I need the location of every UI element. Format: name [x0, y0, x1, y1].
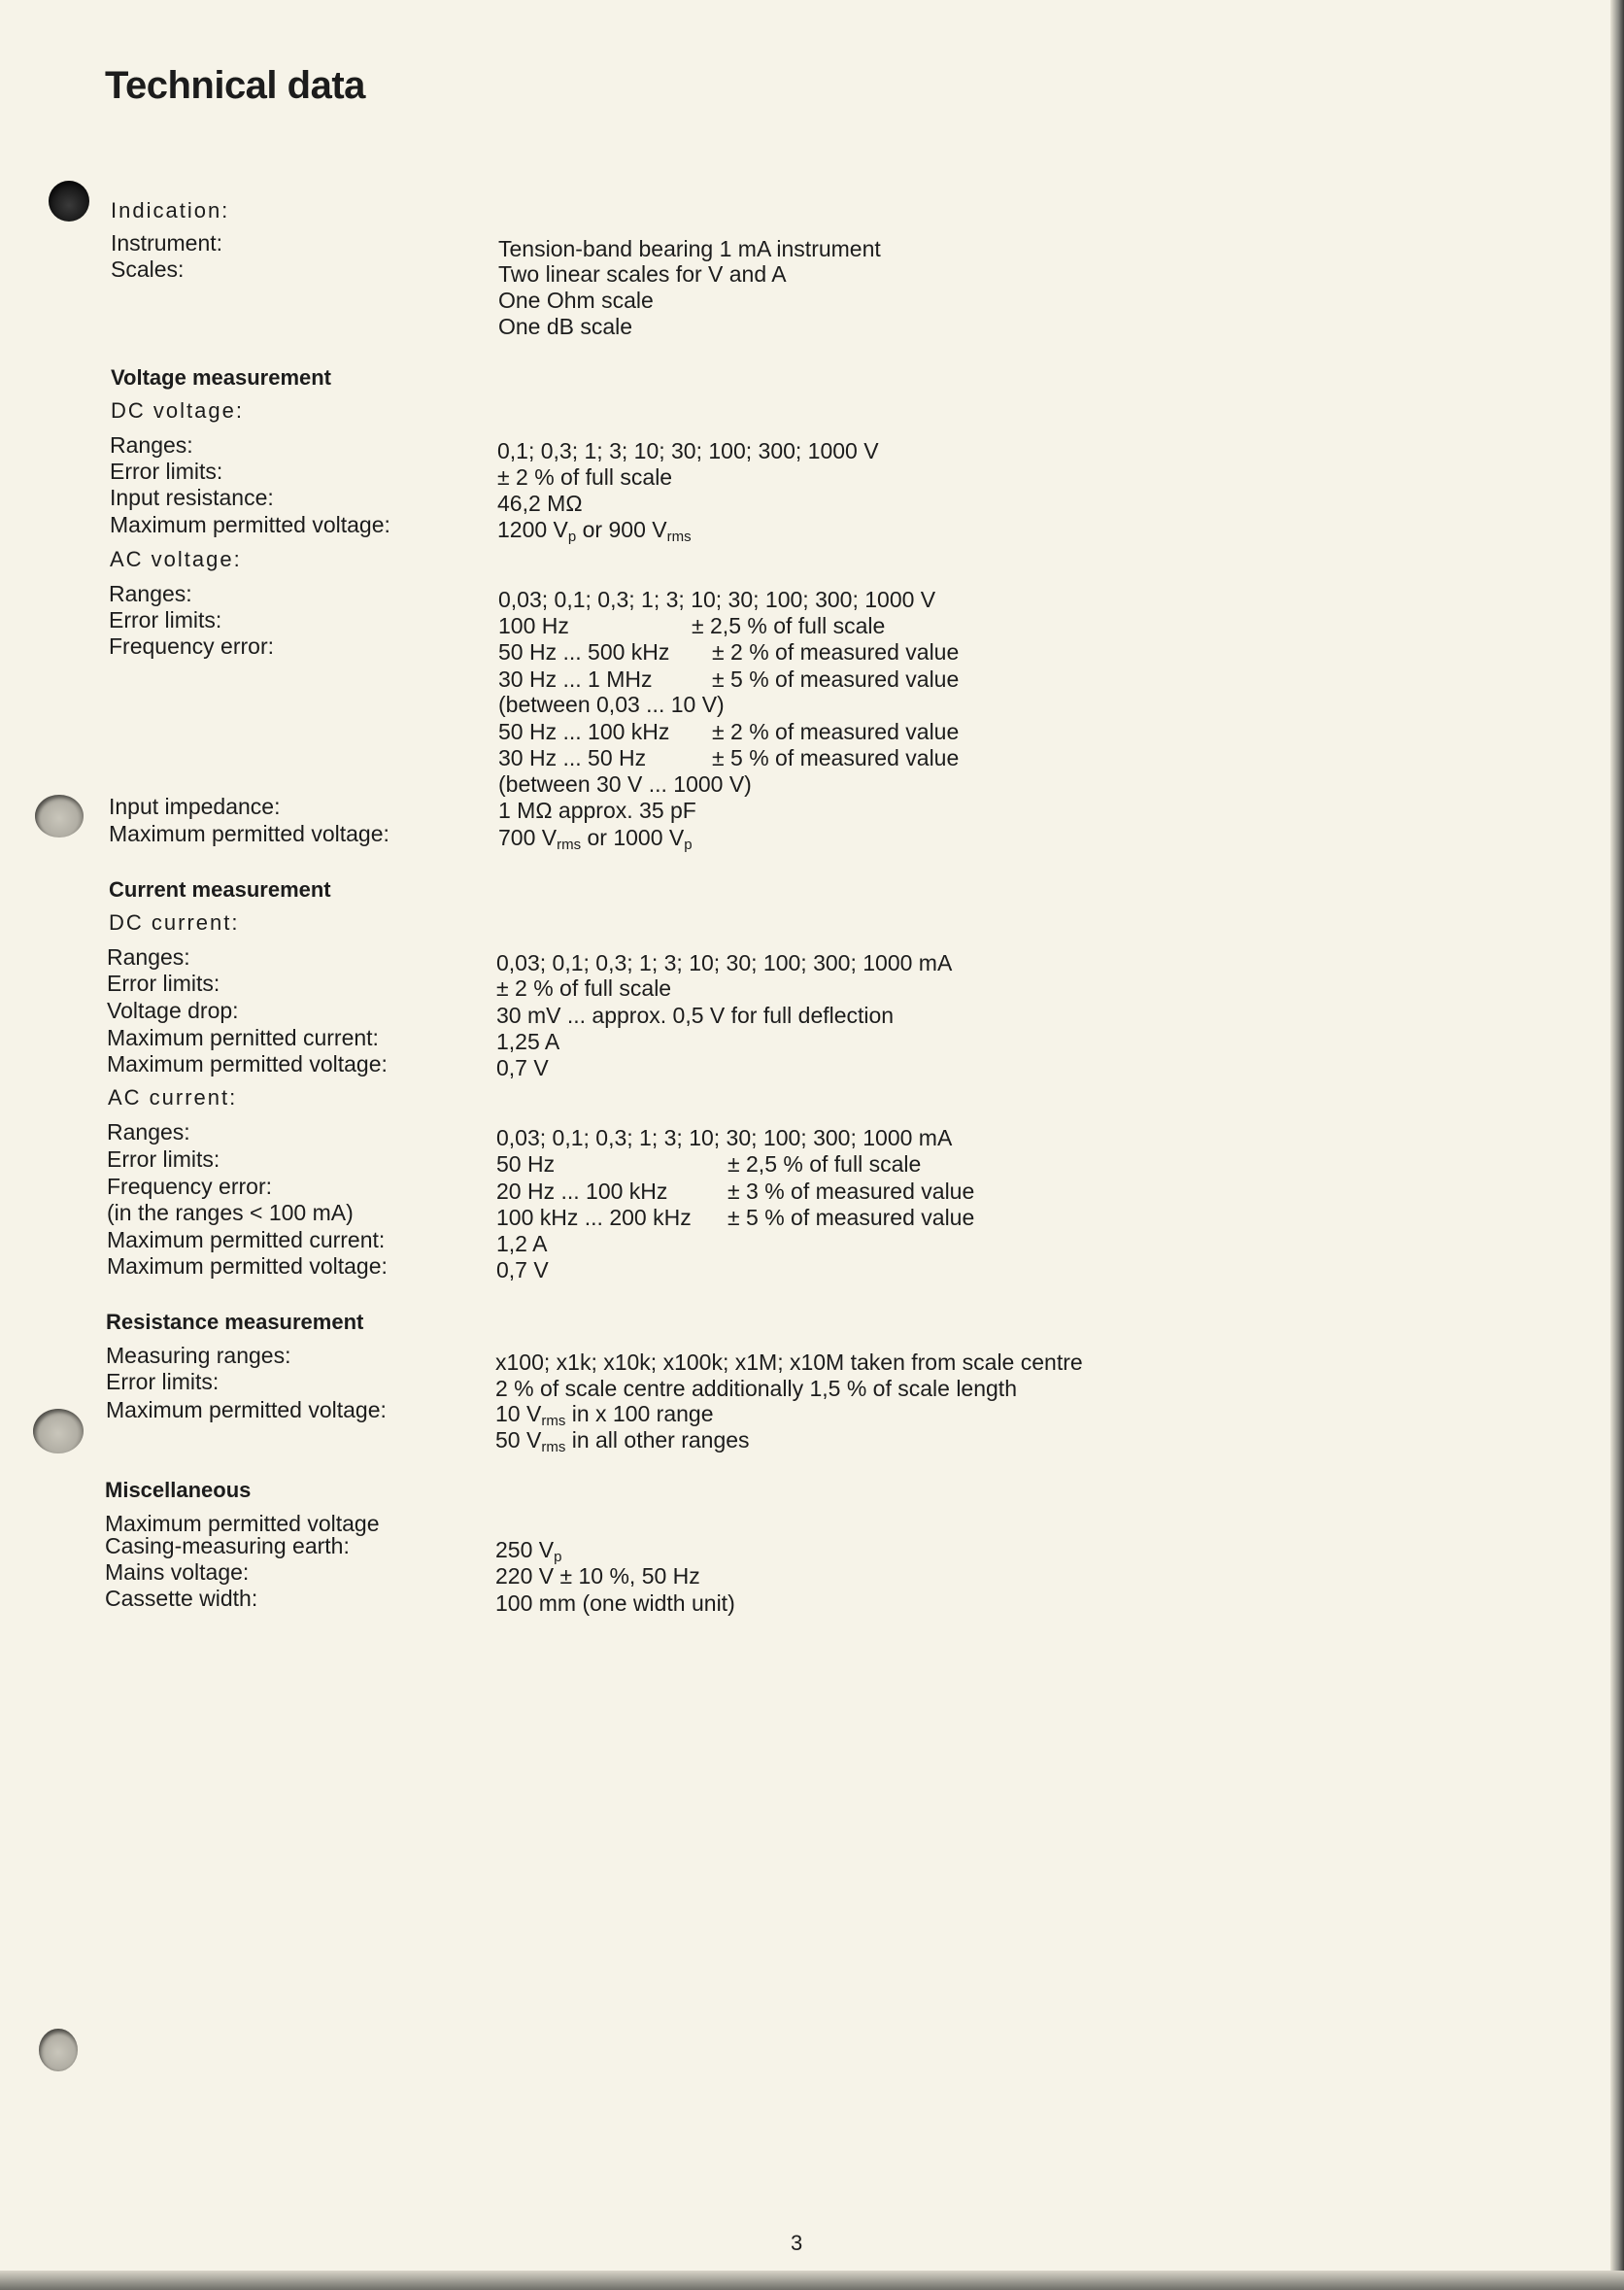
ac-voltage-ranges-value: 0,03; 0,1; 0,3; 1; 3; 10; 30; 100; 300; 1000 V: [498, 587, 936, 612]
ac-current-freq-note: (in the ranges < 100 mA): [107, 1200, 354, 1225]
ac-current-max-cur-label: Maximum permitted current:: [107, 1227, 386, 1252]
page-edge-right: [1610, 0, 1624, 2290]
ac-current-max-volt-value: 0,7 V: [496, 1257, 549, 1282]
ac-voltage-freq-row-1-freq: 50 Hz ... 500 kHz: [498, 639, 670, 665]
dc-voltage-max-value: 1200 $V_p$ or 900 $V_{rms}$: [497, 517, 692, 545]
ac-voltage-heading: AC voltage:: [110, 547, 242, 571]
ac-voltage-ranges-label: Ranges:: [109, 581, 192, 606]
scales-value-2: One Ohm scale: [498, 288, 654, 313]
page-edge-bottom: [0, 2271, 1624, 2290]
dc-current-drop-label: Voltage drop:: [107, 998, 239, 1023]
ac-voltage-between-2: (between 30 V ... 1000 V): [498, 771, 752, 797]
dc-current-ranges-label: Ranges:: [107, 944, 190, 970]
resistance-max-value-2: 50 $V_{rms}$ in all other ranges: [495, 1427, 750, 1455]
dc-voltage-input-res-label: Input resistance:: [110, 485, 274, 510]
misc-mains-label: Mains voltage:: [105, 1559, 250, 1585]
dc-voltage-ranges-label: Ranges:: [110, 432, 193, 458]
ac-current-ranges-label: Ranges:: [107, 1119, 190, 1145]
dc-voltage-heading: DC voltage:: [111, 398, 244, 423]
misc-casing-value: 250 $V_p$: [495, 1537, 562, 1565]
ac-voltage-between-1: (between 0,03 ... 10 V): [498, 692, 725, 717]
misc-mains-value: 220 V ± 10 %, 50 Hz: [495, 1563, 700, 1589]
ac-voltage-freq-row-2-value: ± 5 % of measured value: [712, 666, 960, 692]
punch-hole-2: [35, 795, 84, 837]
resistance-max-label: Maximum permitted voltage:: [106, 1397, 387, 1422]
resistance-heading: Resistance measurement: [106, 1310, 364, 1334]
instrument-value: Tension-band bearing 1 mA instrument: [498, 236, 881, 261]
ac-voltage-error-label: Error limits:: [109, 607, 222, 632]
ac-current-error-value: ± 2,5 % of full scale: [727, 1151, 922, 1177]
punch-hole-bottom: [39, 2029, 78, 2071]
current-heading: Current measurement: [109, 877, 331, 902]
voltage-heading: Voltage measurement: [111, 365, 332, 390]
ac-current-error-label: Error limits:: [107, 1146, 220, 1172]
dc-current-drop-value: 30 mV ... approx. 0,5 V for full deflection: [496, 1003, 895, 1028]
dc-voltage-error-label: Error limits:: [110, 459, 223, 484]
misc-width-label: Cassette width:: [105, 1586, 258, 1611]
resistance-ranges-label: Measuring ranges:: [106, 1343, 291, 1368]
ac-voltage-freq-row-2-freq: 30 Hz ... 1 MHz: [498, 666, 653, 692]
resistance-error-value: 2 % of scale centre additionally 1,5 % of scale length: [495, 1376, 1017, 1401]
ac-current-error-freq: 50 Hz: [496, 1151, 556, 1177]
scales-value-3: One dB scale: [498, 314, 633, 339]
ac-voltage-imp-label: Input impedance:: [109, 794, 281, 819]
ac-current-heading: AC current:: [108, 1085, 238, 1110]
ac-voltage-freq-row-4-value: ± 5 % of measured value: [712, 745, 960, 770]
resistance-max-value-1: 10 $V_{rms}$ in x 100 range: [495, 1401, 714, 1429]
ac-current-freq-row-1-freq: 20 Hz ... 100 kHz: [496, 1179, 668, 1204]
dc-current-max-volt-value: 0,7 V: [496, 1055, 549, 1080]
scales-label: Scales:: [111, 256, 185, 282]
misc-casing-label-2: Casing-measuring earth:: [105, 1533, 350, 1558]
dc-current-max-cur-value: 1,25 A: [496, 1029, 560, 1054]
ac-voltage-error-value: ± 2,5 % of full scale: [692, 613, 886, 638]
dc-voltage-max-label: Maximum permitted voltage:: [110, 512, 390, 537]
ac-voltage-freq-row-4-freq: 30 Hz ... 50 Hz: [498, 745, 647, 770]
dc-current-ranges-value: 0,03; 0,1; 0,3; 1; 3; 10; 30; 100; 300; 1000 mA: [496, 950, 953, 975]
scales-value-1: Two linear scales for V and A: [498, 261, 787, 287]
ac-current-max-volt-label: Maximum permitted voltage:: [107, 1253, 388, 1279]
ac-current-freq-row-2-value: ± 5 % of measured value: [727, 1205, 975, 1230]
instrument-label: Instrument:: [111, 230, 223, 256]
resistance-error-label: Error limits:: [106, 1369, 220, 1394]
dc-current-error-value: ± 2 % of full scale: [496, 975, 672, 1001]
punch-hole-3: [33, 1409, 84, 1453]
ac-voltage-freq-row-3-value: ± 2 % of measured value: [712, 719, 960, 744]
dc-current-heading: DC current:: [109, 910, 240, 935]
ac-voltage-freq-label: Frequency error:: [109, 633, 275, 659]
page-title: Technical data: [105, 64, 365, 107]
ac-current-freq-label: Frequency error:: [107, 1174, 273, 1199]
dc-current-max-cur-label: Maximum pernitted current:: [107, 1025, 379, 1050]
misc-width-value: 100 mm (one width unit): [495, 1590, 735, 1616]
ac-voltage-freq-row-1-value: ± 2 % of measured value: [712, 639, 960, 665]
dc-current-max-volt-label: Maximum permitted voltage:: [107, 1051, 388, 1077]
ac-current-ranges-value: 0,03; 0,1; 0,3; 1; 3; 10; 30; 100; 300; 1000 mA: [496, 1125, 953, 1150]
dc-voltage-input-res-value: 46,2 MΩ: [497, 491, 583, 516]
resistance-ranges-value: x100; x1k; x10k; x100k; x1M; x10M taken from scale centre: [495, 1350, 1083, 1375]
misc-heading: Miscellaneous: [105, 1478, 252, 1502]
dc-current-error-label: Error limits:: [107, 971, 220, 996]
ac-current-freq-row-2-freq: 100 kHz ... 200 kHz: [496, 1205, 692, 1230]
ac-voltage-max-value: 700 $V_{rms}$ or 1000 $V_p$: [498, 825, 693, 853]
indication-heading: Indication:: [111, 198, 230, 222]
dc-voltage-error-value: ± 2 % of full scale: [497, 464, 673, 490]
misc-casing-label-1: Maximum permitted voltage: [105, 1511, 380, 1536]
ac-voltage-max-label: Maximum permitted voltage:: [109, 821, 389, 846]
punch-hole-top: [49, 181, 89, 222]
ac-voltage-freq-row-3-freq: 50 Hz ... 100 kHz: [498, 719, 670, 744]
page-number: 3: [791, 2231, 803, 2255]
ac-current-max-cur-value: 1,2 A: [496, 1231, 548, 1256]
ac-voltage-imp-value: 1 MΩ approx. 35 pF: [498, 798, 696, 823]
ac-current-freq-row-1-value: ± 3 % of measured value: [727, 1179, 975, 1204]
ac-voltage-error-freq: 100 Hz: [498, 613, 569, 638]
dc-voltage-ranges-value: 0,1; 0,3; 1; 3; 10; 30; 100; 300; 1000 V: [497, 438, 879, 463]
